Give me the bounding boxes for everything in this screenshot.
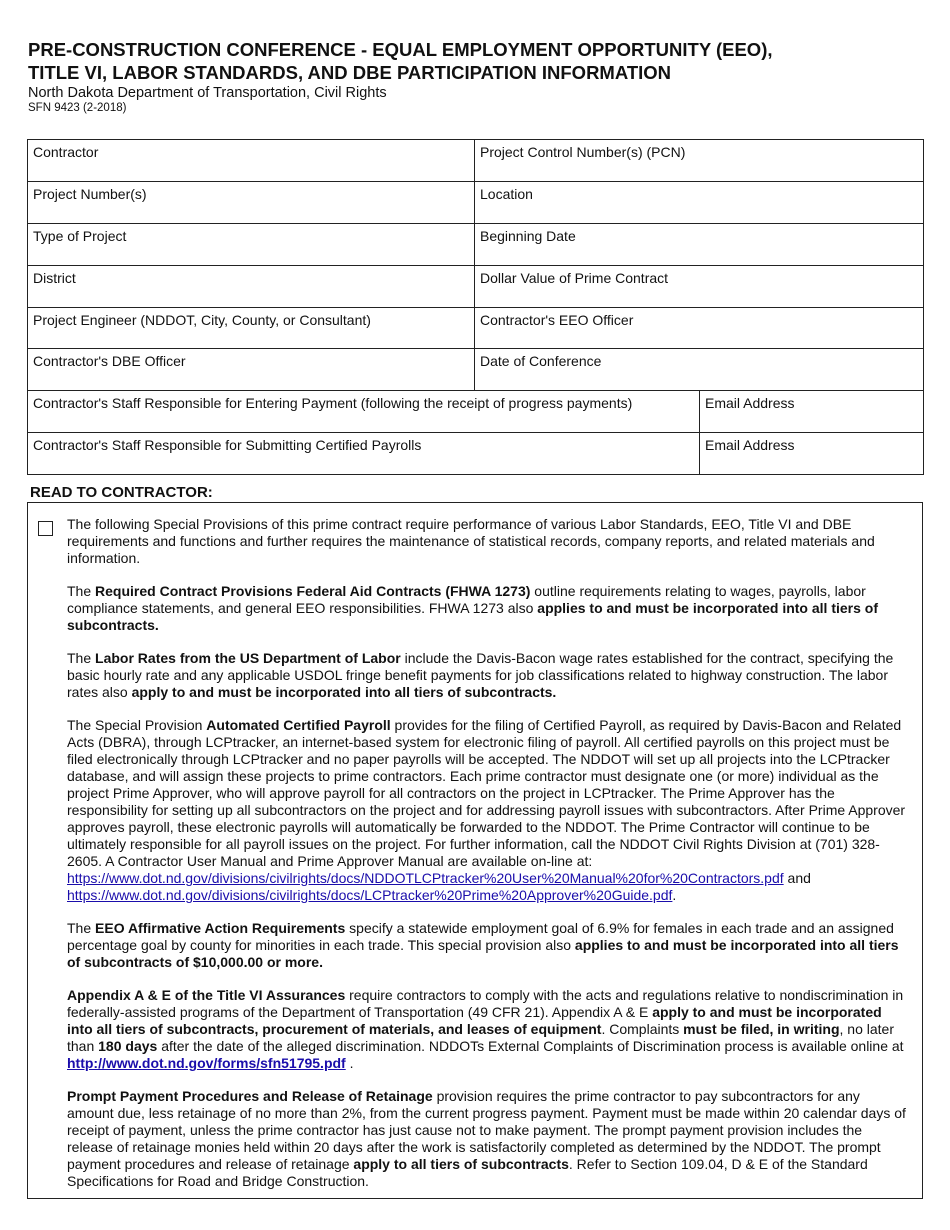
- email-address-field-2[interactable]: Email Address: [700, 433, 924, 475]
- fhwa-paragraph: [67, 583, 909, 634]
- bold-text: applies to and must be incorporated into all tiers of subcontracts of $10,000.00 or more.: [67, 937, 899, 970]
- beginning-date-field[interactable]: Beginning Date: [475, 223, 924, 265]
- email-address-field-1[interactable]: Email Address: [700, 391, 924, 433]
- location-field[interactable]: Location: [475, 181, 924, 223]
- dbe-officer-field[interactable]: Contractor's DBE Officer: [28, 349, 475, 391]
- bold-text: apply to all tiers of subcontracts: [353, 1156, 569, 1172]
- text: The Special Provision: [67, 717, 207, 733]
- text: require contractors to comply with the acts and regulations relative to nondiscrimination in federally-assisted programs of the Department of Transportation (49 CFR 21). Appendix A & E: [67, 987, 904, 1020]
- bold-text: 180 days: [98, 1038, 158, 1054]
- text: .: [345, 1055, 354, 1071]
- certified-payroll-paragraph: [67, 717, 909, 904]
- type-of-project-field[interactable]: Type of Project: [28, 223, 475, 265]
- form-title-line-2: TITLE VI, LABOR STANDARDS, AND DBE PARTICIPATION INFORMATION: [28, 62, 672, 83]
- project-engineer-field[interactable]: Project Engineer (NDDOT, City, County, or Consultant): [28, 307, 475, 349]
- project-number-field[interactable]: Project Number(s): [28, 181, 475, 223]
- text: provides for the filing of Certified Payroll, as required by Davis-Bacon and Related Acts (DBRA), through LCPtracker, an internet-based system for electronic filing of payroll. All certified payrolls on this project must be filed electronically through LCPtracker and no paper payrolls will be accepted. The NDDOT will set up all projects into the LCPtracker database, and will assign these projects to prime contractors. Each prime contractor must designate one (or more) individual as the project Prime Approver, who will approve payroll for all contractors on the project in LCPtracker. The Prime Approver has the responsibility for setting up all subcontractors on the project and for addressing payroll issues with subcontractors. After Prime Approver approves payroll, these electronic payrolls will automatically be forwarded to the NDDOT. The Prime Contractor will continue to be ultimately responsible for all payroll issues on the project. For further information, call the NDDOT Civil Rights Division at (701) 328-2605. A Contractor User Manual and Prime Approver Manual are available on-line at:: [67, 717, 906, 869]
- pcn-field[interactable]: Project Control Number(s) (PCN): [475, 140, 924, 182]
- prompt-payment-paragraph: [67, 1088, 909, 1190]
- bold-text: Required Contract Provisions Federal Aid Contracts (FHWA 1273): [95, 583, 531, 599]
- bold-text: must be filed, in writing: [683, 1021, 840, 1037]
- labor-rates-paragraph: [67, 650, 909, 701]
- text: . Complaints: [601, 1021, 684, 1037]
- district-field[interactable]: District: [28, 265, 475, 307]
- text: The: [67, 650, 96, 666]
- text: provision requires the prime contractor to pay subcontractors for any amount due, less retainage of no more than 2%, from the current progress payment. Payment must be made within 20 calendar days of receipt of payment, unless the prime contractor has just cause not to make payment. The prompt payment provision includes the release of retainage monies held within 20 days after the work is satisfactorily completed as determined by the NDDOT. The prompt payment procedures and release of retainage: [67, 1088, 906, 1172]
- eeo-officer-field[interactable]: Contractor's EEO Officer: [475, 307, 924, 349]
- bold-text: Labor Rates from the US Department of Labor: [95, 650, 401, 666]
- acknowledge-checkbox[interactable]: [38, 521, 53, 536]
- complaint-form-link[interactable]: http://www.dot.nd.gov/forms/sfn51795.pdf: [67, 1055, 346, 1071]
- read-to-contractor-heading: READ TO CONTRACTOR:: [30, 484, 213, 501]
- contractor-field[interactable]: Contractor: [28, 140, 475, 182]
- text: outline requirements relating to wages, payrolls, labor compliance statements, and general EEO responsibilities. FHWA 1273 also: [67, 583, 866, 616]
- text: include the Davis-Bacon wage rates established for the contract, specifying the basic hourly rate and any applicable USDOL fringe benefit payments for job classifications related to highway construction. The labor rates also: [67, 650, 894, 700]
- project-info-table: [27, 139, 924, 475]
- bold-text: EEO Affirmative Action Requirements: [95, 920, 346, 936]
- bold-text: Appendix A & E of the Title VI Assurances: [67, 987, 346, 1003]
- dollar-value-field[interactable]: Dollar Value of Prime Contract: [475, 265, 924, 307]
- text: . Refer to Section 109.04, D & E of the Standard Specifications for Road and Bridge Construction.: [67, 1156, 868, 1189]
- form-title-line-1: PRE-CONSTRUCTION CONFERENCE - EQUAL EMPLOYMENT OPPORTUNITY (EEO),: [28, 39, 773, 60]
- text: specify a statewide employment goal of 6.9% for females in each trade and an assigned percentage goal by county for minorities in each trade. This special provision also: [67, 920, 894, 953]
- staff-payment-field[interactable]: Contractor's Staff Responsible for Entering Payment (following the receipt of progress payments): [28, 391, 700, 433]
- eeo-paragraph: [67, 920, 909, 971]
- text: The: [67, 583, 96, 599]
- bold-text: Prompt Payment Procedures and Release of Retainage: [67, 1088, 433, 1104]
- staff-payrolls-field[interactable]: Contractor's Staff Responsible for Submitting Certified Payrolls: [28, 433, 700, 475]
- contractor-manual-link[interactable]: https://www.dot.nd.gov/divisions/civilrights/docs/NDDOTLCPtracker%20User%20Manual%20for%20Contractors.pdf: [67, 870, 784, 886]
- intro-paragraph: The following Special Provisions of this prime contract require performance of various Labor Standards, EEO, Title VI and DBE requirements and functions and further requires the maintenance of statistical records, company reports, and related materials and information.: [67, 516, 875, 566]
- title-vi-paragraph: [67, 987, 909, 1072]
- text: after the date of the alleged discrimination. NDDOTs External Complaints of Discrimination process is available online at: [157, 1038, 904, 1054]
- department-name: North Dakota Department of Transportation, Civil Rights: [28, 85, 387, 101]
- date-of-conference-field[interactable]: Date of Conference: [475, 349, 924, 391]
- provisions-text: [67, 516, 909, 1206]
- form-title: [28, 38, 773, 84]
- text: and: [783, 870, 811, 886]
- bold-text: applies to and must be incorporated into all tiers of subcontracts.: [67, 600, 878, 633]
- form-number: SFN 9423 (2-2018): [28, 102, 127, 114]
- bold-text: apply to and must be incorporated into all tiers of subcontracts, procurement of materials, and leases of equipment: [67, 1004, 882, 1037]
- prime-approver-guide-link[interactable]: https://www.dot.nd.gov/divisions/civilrights/docs/LCPtracker%20Prime%20Approver%20Guide.pdf: [67, 887, 673, 903]
- text: The: [67, 920, 96, 936]
- bold-text: apply to and must be incorporated into all tiers of subcontracts.: [131, 684, 557, 700]
- text: .: [672, 887, 677, 903]
- text: , no later than: [67, 1021, 894, 1054]
- bold-text: Automated Certified Payroll: [206, 717, 391, 733]
